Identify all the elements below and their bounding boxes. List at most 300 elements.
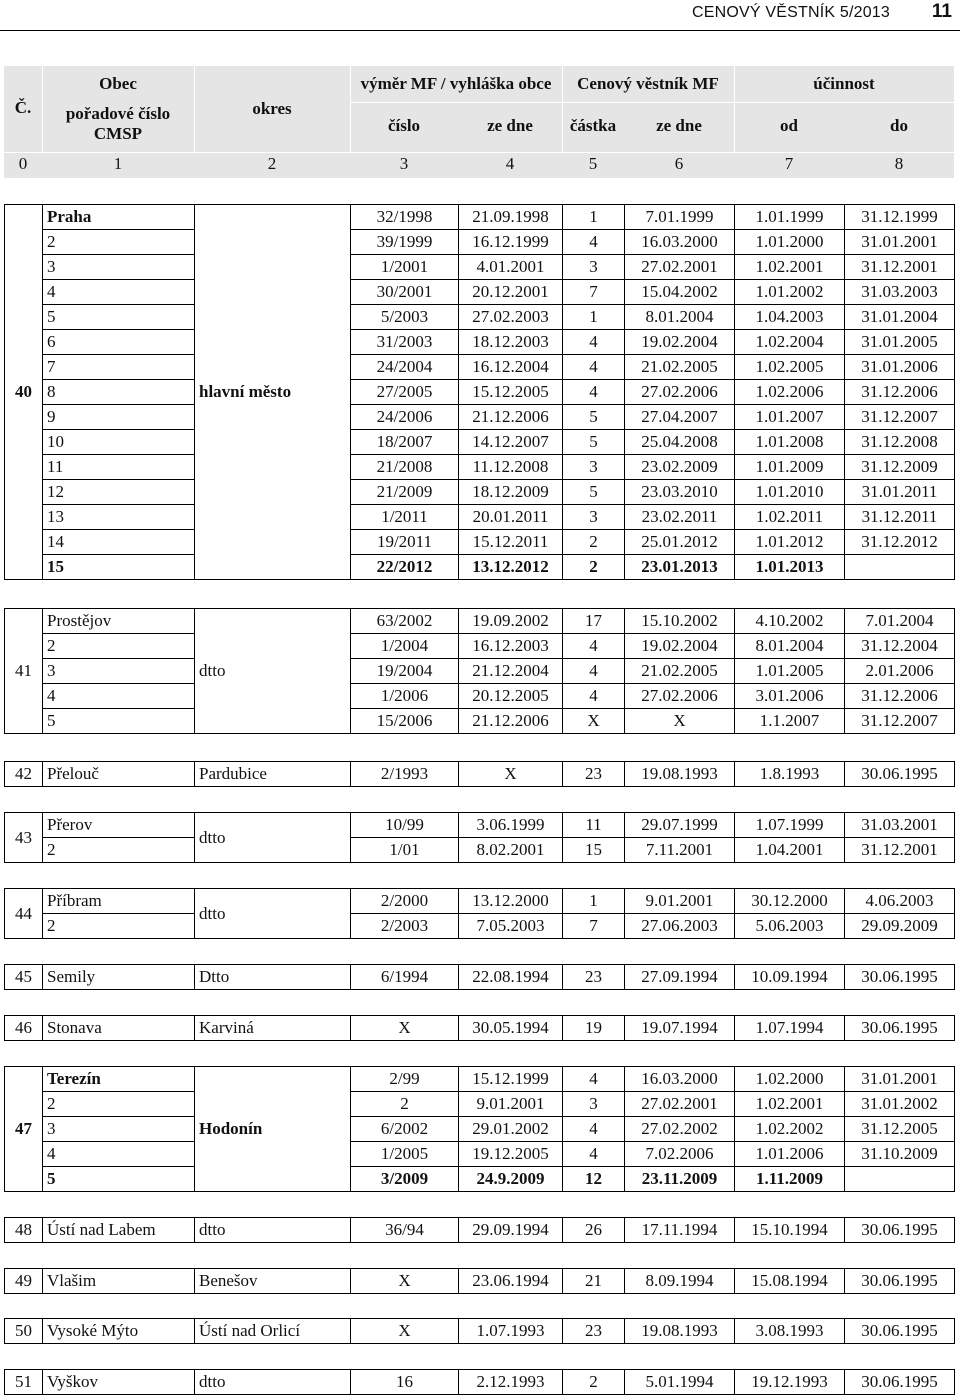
cislo-cell: 63/2002 [351, 609, 459, 634]
col-number: 7 [784, 154, 794, 173]
ze-dne-cell: 14.12.2007 [459, 430, 563, 455]
vestnik-date-cell: 27.09.1994 [625, 965, 735, 990]
od-cell: 1.07.1999 [735, 813, 845, 838]
obec-cell: Přerov [43, 813, 195, 838]
vestnik-date-cell: 19.08.1993 [625, 1319, 735, 1344]
header-divider [4, 152, 954, 153]
table-block [4, 1066, 955, 1192]
table-row [5, 230, 955, 255]
do-cell: 31.03.2001 [845, 813, 955, 838]
od-cell: 8.01.2004 [735, 634, 845, 659]
table-row [5, 430, 955, 455]
obec-cell: 6 [43, 330, 195, 355]
table-row [5, 480, 955, 505]
cislo-cell: 10/99 [351, 813, 459, 838]
row-id: 44 [5, 889, 43, 939]
table-row [5, 1167, 955, 1192]
vestnik-date-cell: 19.07.1994 [625, 1016, 735, 1041]
od-cell: 1.01.2009 [735, 455, 845, 480]
castka-cell: 21 [563, 1269, 625, 1294]
do-cell: 31.12.2007 [845, 709, 955, 734]
ze-dne-cell: 11.12.2008 [459, 455, 563, 480]
cislo-cell: 1/2001 [351, 255, 459, 280]
col-header-okres: okres [252, 99, 292, 118]
vestnik-date-cell: 15.10.2002 [625, 609, 735, 634]
table-row [5, 1269, 955, 1294]
obec-cell: Prostějov [43, 609, 195, 634]
vestnik-date-cell: 19.02.2004 [625, 634, 735, 659]
table-row [5, 455, 955, 480]
do-cell: 31.01.2006 [845, 355, 955, 380]
ze-dne-cell: 20.12.2005 [459, 684, 563, 709]
castka-cell: X [563, 709, 625, 734]
table-row [5, 405, 955, 430]
od-cell: 1.01.2012 [735, 530, 845, 555]
table-block [4, 204, 955, 580]
ze-dne-cell: 16.12.2003 [459, 634, 563, 659]
castka-cell: 2 [563, 1370, 625, 1395]
cislo-cell: 1/2011 [351, 505, 459, 530]
table-block [4, 761, 955, 787]
castka-cell: 5 [563, 430, 625, 455]
col-header-obec-order: pořadové číslo [65, 104, 171, 123]
castka-cell: 4 [563, 355, 625, 380]
vestnik-date-cell: 29.07.1999 [625, 813, 735, 838]
ze-dne-cell: 13.12.2000 [459, 889, 563, 914]
obec-cell: 8 [43, 380, 195, 405]
table-row [5, 1117, 955, 1142]
do-cell: 7.01.2004 [845, 609, 955, 634]
obec-cell: 2 [43, 838, 195, 863]
castka-cell: 1 [563, 205, 625, 230]
cislo-cell: X [351, 1319, 459, 1344]
do-cell: 31.03.2003 [845, 280, 955, 305]
castka-cell: 15 [563, 838, 625, 863]
row-id: 40 [5, 205, 43, 580]
od-cell: 1.02.2001 [735, 255, 845, 280]
table-row [5, 965, 955, 990]
obec-cell: 2 [43, 914, 195, 939]
ze-dne-cell: 4.01.2001 [459, 255, 563, 280]
row-id: 45 [5, 965, 43, 990]
obec-cell: 11 [43, 455, 195, 480]
cislo-cell: 36/94 [351, 1218, 459, 1243]
group-header-vestnik: Cenový věstník MF [577, 74, 719, 93]
col-header-castka: částka [569, 116, 617, 135]
page-number: 11 [931, 1, 952, 22]
od-cell: 5.06.2003 [735, 914, 845, 939]
castka-cell: 4 [563, 634, 625, 659]
table-row [5, 255, 955, 280]
cislo-cell: 2/1993 [351, 762, 459, 787]
vestnik-date-cell: 25.04.2008 [625, 430, 735, 455]
table-row [5, 762, 955, 787]
castka-cell: 4 [563, 1117, 625, 1142]
castka-cell: 2 [563, 530, 625, 555]
col-header-ze-dne-2: ze dne [656, 116, 702, 135]
castka-cell: 4 [563, 684, 625, 709]
page-header [0, 0, 960, 30]
obec-cell: 10 [43, 430, 195, 455]
do-cell: 31.12.2012 [845, 530, 955, 555]
vestnik-date-cell: 7.02.2006 [625, 1142, 735, 1167]
castka-cell: 2 [563, 555, 625, 580]
od-cell: 1.02.2001 [735, 1092, 845, 1117]
table-header [4, 66, 954, 178]
ze-dne-cell: 7.05.2003 [459, 914, 563, 939]
od-cell: 19.12.1993 [735, 1370, 845, 1395]
do-cell: 31.12.1999 [845, 205, 955, 230]
obec-cell: 2 [43, 230, 195, 255]
table-row [5, 889, 955, 914]
col-number: 2 [267, 154, 277, 173]
castka-cell: 19 [563, 1016, 625, 1041]
vestnik-date-cell: 27.02.2002 [625, 1117, 735, 1142]
do-cell: 30.06.1995 [845, 965, 955, 990]
od-cell: 15.10.1994 [735, 1218, 845, 1243]
obec-cell: Přelouč [43, 762, 195, 787]
od-cell: 1.8.1993 [735, 762, 845, 787]
do-cell: 31.10.2009 [845, 1142, 955, 1167]
vestnik-date-cell: 8.01.2004 [625, 305, 735, 330]
okres-cell: dtto [195, 813, 351, 863]
ze-dne-cell: 15.12.2005 [459, 380, 563, 405]
cislo-cell: 15/2006 [351, 709, 459, 734]
cislo-cell: 3/2009 [351, 1167, 459, 1192]
row-id: 43 [5, 813, 43, 863]
vestnik-date-cell: 16.03.2000 [625, 230, 735, 255]
okres-cell: Karviná [195, 1016, 351, 1041]
od-cell: 1.11.2009 [735, 1167, 845, 1192]
table-block [4, 1268, 955, 1294]
od-cell: 15.08.1994 [735, 1269, 845, 1294]
castka-cell: 23 [563, 965, 625, 990]
od-cell: 1.01.1999 [735, 205, 845, 230]
table-row [5, 659, 955, 684]
table-block [4, 1217, 955, 1243]
table-row [5, 505, 955, 530]
cislo-cell: 30/2001 [351, 280, 459, 305]
do-cell: 31.12.2001 [845, 838, 955, 863]
do-cell: 31.12.2001 [845, 255, 955, 280]
castka-cell: 4 [563, 230, 625, 255]
cislo-cell: 6/1994 [351, 965, 459, 990]
vestnik-date-cell: 21.02.2005 [625, 659, 735, 684]
obec-cell: 4 [43, 684, 195, 709]
od-cell: 1.01.2010 [735, 480, 845, 505]
table-row [5, 1016, 955, 1041]
vestnik-date-cell: 27.02.2001 [625, 255, 735, 280]
cislo-cell: 19/2004 [351, 659, 459, 684]
castka-cell: 3 [563, 455, 625, 480]
castka-cell: 3 [563, 1092, 625, 1117]
okres-cell: dtto [195, 889, 351, 939]
ze-dne-cell: 23.06.1994 [459, 1269, 563, 1294]
table-block [4, 1369, 955, 1395]
table-row [5, 914, 955, 939]
obec-cell: 15 [43, 555, 195, 580]
castka-cell: 4 [563, 330, 625, 355]
castka-cell: 4 [563, 659, 625, 684]
castka-cell: 1 [563, 305, 625, 330]
do-cell: 31.01.2002 [845, 1092, 955, 1117]
od-cell: 1.1.2007 [735, 709, 845, 734]
od-cell: 1.02.2005 [735, 355, 845, 380]
col-number: 4 [505, 154, 515, 173]
obec-cell: 9 [43, 405, 195, 430]
obec-cell: Praha [43, 205, 195, 230]
table-row [5, 205, 955, 230]
do-cell: 4.06.2003 [845, 889, 955, 914]
ze-dne-cell: 3.06.1999 [459, 813, 563, 838]
row-id: 48 [5, 1218, 43, 1243]
castka-cell: 1 [563, 889, 625, 914]
table-row [5, 380, 955, 405]
obec-cell: Vlašim [43, 1269, 195, 1294]
cislo-cell: X [351, 1269, 459, 1294]
obec-cell: 2 [43, 634, 195, 659]
vestnik-date-cell: 27.02.2006 [625, 684, 735, 709]
obec-cell: 7 [43, 355, 195, 380]
cislo-cell: 1/2006 [351, 684, 459, 709]
col-header-ze-dne: ze dne [487, 116, 533, 135]
castka-cell: 23 [563, 1319, 625, 1344]
table-row [5, 330, 955, 355]
do-cell: 31.12.2008 [845, 430, 955, 455]
cislo-cell: 1/01 [351, 838, 459, 863]
okres-cell: dtto [195, 609, 351, 734]
col-number: 3 [399, 154, 409, 173]
do-cell: 2.01.2006 [845, 659, 955, 684]
do-cell: 30.06.1995 [845, 762, 955, 787]
cislo-cell: X [351, 1016, 459, 1041]
cislo-cell: 21/2008 [351, 455, 459, 480]
cislo-cell: 27/2005 [351, 380, 459, 405]
castka-cell: 11 [563, 813, 625, 838]
table-row [5, 1067, 955, 1092]
castka-cell: 4 [563, 1067, 625, 1092]
obec-cell: Terezín [43, 1067, 195, 1092]
do-cell: 31.01.2001 [845, 230, 955, 255]
cislo-cell: 1/2005 [351, 1142, 459, 1167]
do-cell: 31.01.2005 [845, 330, 955, 355]
ze-dne-cell: 29.09.1994 [459, 1218, 563, 1243]
obec-cell: Vyškov [43, 1370, 195, 1395]
cislo-cell: 2 [351, 1092, 459, 1117]
row-id: 51 [5, 1370, 43, 1395]
do-cell: 31.12.2005 [845, 1117, 955, 1142]
obec-cell: 3 [43, 1117, 195, 1142]
vestnik-date-cell: 27.02.2006 [625, 380, 735, 405]
castka-cell: 4 [563, 1142, 625, 1167]
col-header-od: od [780, 116, 798, 135]
castka-cell: 5 [563, 480, 625, 505]
vestnik-date-cell: 17.11.1994 [625, 1218, 735, 1243]
group-header-vymer: výměr MF / vyhláška obce [360, 74, 552, 93]
table-row [5, 709, 955, 734]
ze-dne-cell: 21.12.2006 [459, 709, 563, 734]
ze-dne-cell: 18.12.2009 [459, 480, 563, 505]
cislo-cell: 2/2000 [351, 889, 459, 914]
table-row [5, 1218, 955, 1243]
od-cell: 1.01.2005 [735, 659, 845, 684]
vestnik-date-cell: 27.02.2001 [625, 1092, 735, 1117]
col-header-do: do [890, 116, 908, 135]
castka-cell: 7 [563, 914, 625, 939]
vestnik-date-cell: 7.01.1999 [625, 205, 735, 230]
ze-dne-cell: 20.01.2011 [459, 505, 563, 530]
ze-dne-cell: 16.12.2004 [459, 355, 563, 380]
ze-dne-cell: X [459, 762, 563, 787]
col-number: 8 [894, 154, 904, 173]
cislo-cell: 32/1998 [351, 205, 459, 230]
table-row [5, 1370, 955, 1395]
obec-cell: 12 [43, 480, 195, 505]
od-cell: 1.02.2011 [735, 505, 845, 530]
od-cell: 1.02.2006 [735, 380, 845, 405]
journal-title: CENOVÝ VĚSTNÍK 5/2013 [691, 4, 890, 21]
obec-cell: 14 [43, 530, 195, 555]
od-cell: 1.01.2006 [735, 1142, 845, 1167]
vestnik-date-cell: 8.09.1994 [625, 1269, 735, 1294]
obec-cell: 5 [43, 709, 195, 734]
od-cell: 1.01.2013 [735, 555, 845, 580]
do-cell: 30.06.1995 [845, 1269, 955, 1294]
obec-cell: 4 [43, 1142, 195, 1167]
od-cell: 1.01.2000 [735, 230, 845, 255]
ze-dne-cell: 16.12.1999 [459, 230, 563, 255]
cislo-cell: 21/2009 [351, 480, 459, 505]
do-cell: 31.12.2007 [845, 405, 955, 430]
od-cell: 1.07.1994 [735, 1016, 845, 1041]
table-row [5, 355, 955, 380]
vestnik-date-cell: 15.04.2002 [625, 280, 735, 305]
table-block [4, 1318, 955, 1344]
vestnik-date-cell: 23.02.2011 [625, 505, 735, 530]
table-block [4, 1015, 955, 1041]
ze-dne-cell: 2.12.1993 [459, 1370, 563, 1395]
obec-cell: Vysoké Mýto [43, 1319, 195, 1344]
col-header-obec-cmsp: CMSP [93, 124, 143, 143]
do-cell [845, 555, 955, 580]
col-header-c: Č. [14, 98, 32, 117]
row-id: 46 [5, 1016, 43, 1041]
okres-cell: dtto [195, 1218, 351, 1243]
table-row [5, 555, 955, 580]
cislo-cell: 18/2007 [351, 430, 459, 455]
col-number: 5 [588, 154, 598, 173]
vestnik-date-cell: 16.03.2000 [625, 1067, 735, 1092]
obec-cell: 3 [43, 255, 195, 280]
cislo-cell: 16 [351, 1370, 459, 1395]
cislo-cell: 19/2011 [351, 530, 459, 555]
table-block [4, 812, 955, 863]
obec-cell: 5 [43, 1167, 195, 1192]
do-cell [845, 1167, 955, 1192]
do-cell: 30.06.1995 [845, 1016, 955, 1041]
table-row [5, 1092, 955, 1117]
ze-dne-cell: 22.08.1994 [459, 965, 563, 990]
table-row [5, 634, 955, 659]
do-cell: 31.12.2009 [845, 455, 955, 480]
ze-dne-cell: 9.01.2001 [459, 1092, 563, 1117]
group-header-ucinnost: účinnost [813, 74, 875, 93]
cislo-cell: 5/2003 [351, 305, 459, 330]
vestnik-date-cell: 23.11.2009 [625, 1167, 735, 1192]
ze-dne-cell: 15.12.1999 [459, 1067, 563, 1092]
obec-cell: Ústí nad Labem [43, 1218, 195, 1243]
od-cell: 1.02.2000 [735, 1067, 845, 1092]
ze-dne-cell: 18.12.2003 [459, 330, 563, 355]
obec-cell: Stonava [43, 1016, 195, 1041]
col-number: 0 [18, 154, 28, 173]
od-cell: 1.02.2002 [735, 1117, 845, 1142]
castka-cell: 23 [563, 762, 625, 787]
cislo-cell: 2/2003 [351, 914, 459, 939]
od-cell: 30.12.2000 [735, 889, 845, 914]
header-rule [0, 30, 960, 31]
ze-dne-cell: 15.12.2011 [459, 530, 563, 555]
table-row [5, 609, 955, 634]
row-id: 49 [5, 1269, 43, 1294]
obec-cell: 3 [43, 659, 195, 684]
od-cell: 1.01.2008 [735, 430, 845, 455]
do-cell: 30.06.1995 [845, 1319, 955, 1344]
okres-cell: hlavní město [195, 205, 351, 580]
okres-cell: Pardubice [195, 762, 351, 787]
vestnik-date-cell: 7.11.2001 [625, 838, 735, 863]
do-cell: 30.06.1995 [845, 1218, 955, 1243]
od-cell: 1.01.2002 [735, 280, 845, 305]
castka-cell: 5 [563, 405, 625, 430]
table-row [5, 305, 955, 330]
do-cell: 30.06.1995 [845, 1370, 955, 1395]
vestnik-date-cell: 25.01.2012 [625, 530, 735, 555]
do-cell: 31.01.2001 [845, 1067, 955, 1092]
col-number: 1 [113, 154, 123, 173]
ze-dne-cell: 19.09.2002 [459, 609, 563, 634]
cislo-cell: 6/2002 [351, 1117, 459, 1142]
do-cell: 31.12.2004 [845, 634, 955, 659]
ze-dne-cell: 8.02.2001 [459, 838, 563, 863]
od-cell: 1.04.2003 [735, 305, 845, 330]
ze-dne-cell: 21.12.2004 [459, 659, 563, 684]
vestnik-date-cell: 23.01.2013 [625, 555, 735, 580]
castka-cell: 4 [563, 380, 625, 405]
table-block [4, 888, 955, 939]
castka-cell: 3 [563, 255, 625, 280]
do-cell: 31.12.2011 [845, 505, 955, 530]
do-cell: 31.12.2006 [845, 380, 955, 405]
table-block [4, 608, 955, 734]
table-row [5, 684, 955, 709]
okres-cell: Dtto [195, 965, 351, 990]
cislo-cell: 2/99 [351, 1067, 459, 1092]
vestnik-date-cell: 23.02.2009 [625, 455, 735, 480]
od-cell: 1.01.2007 [735, 405, 845, 430]
obec-cell: 13 [43, 505, 195, 530]
ze-dne-cell: 21.12.2006 [459, 405, 563, 430]
castka-cell: 12 [563, 1167, 625, 1192]
okres-cell: dtto [195, 1370, 351, 1395]
vestnik-date-cell: 27.06.2003 [625, 914, 735, 939]
okres-cell: Benešov [195, 1269, 351, 1294]
table-row [5, 838, 955, 863]
okres-cell: Hodonín [195, 1067, 351, 1192]
obec-cell: Příbram [43, 889, 195, 914]
cislo-cell: 22/2012 [351, 555, 459, 580]
ze-dne-cell: 21.09.1998 [459, 205, 563, 230]
